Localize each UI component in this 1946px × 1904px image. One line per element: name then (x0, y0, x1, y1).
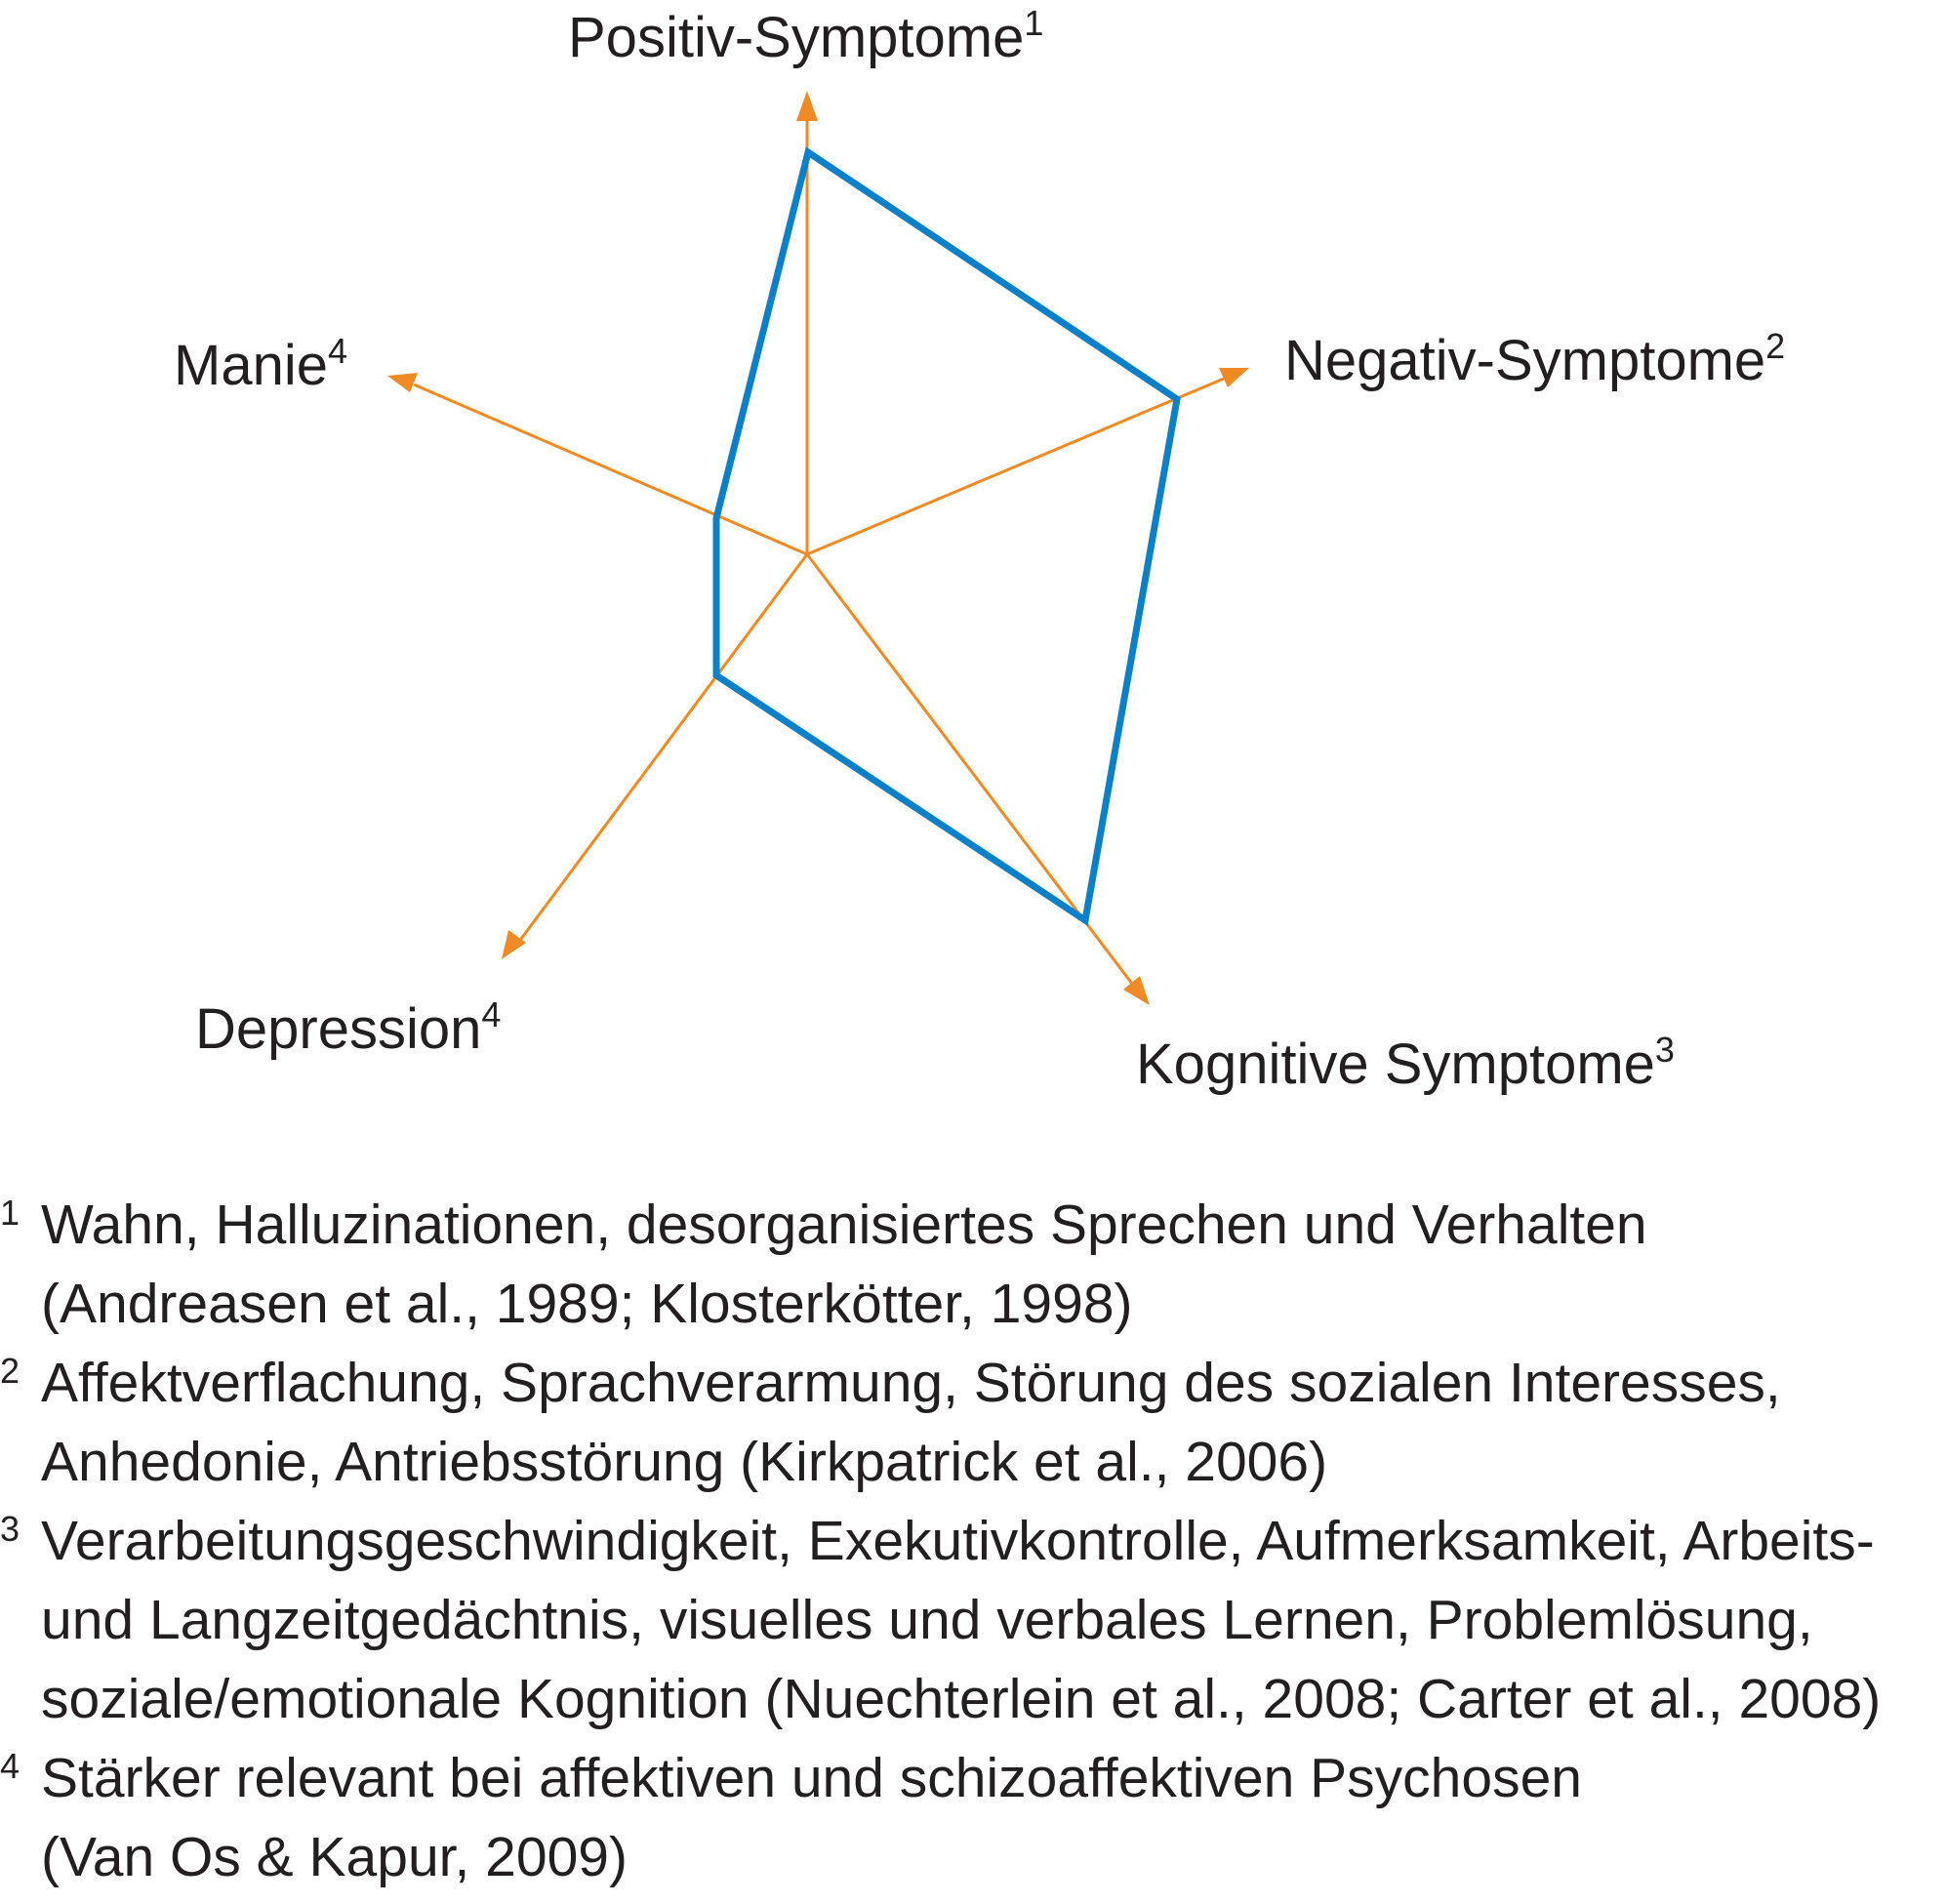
label-cognitive-sup: 3 (1654, 1030, 1675, 1070)
arrowhead-cognitive (1123, 976, 1150, 1005)
label-cognitive-text: Kognitive Symptome (1136, 1033, 1655, 1096)
label-mania-sup: 4 (327, 331, 348, 371)
label-depression-sup: 4 (481, 994, 502, 1034)
label-mania-text: Manie (174, 334, 328, 397)
label-mania (174, 331, 347, 397)
footnotes (0, 1186, 1946, 1897)
arrowhead-depression (502, 930, 526, 959)
label-negative-sup: 2 (1765, 326, 1786, 366)
label-depression (195, 994, 501, 1061)
footnote-4 (0, 1739, 1946, 1897)
label-positive-text: Positiv-Symptome (568, 6, 1025, 69)
axes (387, 91, 1249, 1005)
footnote-line: Anhedonie, Antriebsstörung (Kirkpatrick et al., 2006) (41, 1431, 1328, 1493)
footnote-line: und Langzeitgedächtnis, visuelles und verbales Lernen, Problemlösung, (41, 1589, 1813, 1651)
arrowhead-positive (796, 91, 818, 121)
footnote-number: 3 (0, 1509, 20, 1549)
footnote-number: 2 (0, 1351, 20, 1391)
axis-negative (807, 379, 1224, 554)
arrowhead-negative (1219, 368, 1249, 387)
footnote-3 (0, 1502, 1946, 1739)
footnote-line: (Van Os & Kapur, 2009) (41, 1826, 628, 1888)
footnote-line: Affektverflachung, Sprachverarmung, Störung des sozialen Interesses, (41, 1352, 1781, 1414)
footnote-1 (0, 1186, 1946, 1344)
label-negative-text: Negativ-Symptome (1284, 329, 1766, 392)
label-positive-sup: 1 (1024, 3, 1044, 43)
footnote-2 (0, 1344, 1946, 1502)
footnote-number: 1 (0, 1193, 20, 1233)
footnote-line: soziale/emotionale Kognition (Nuechterlein et al., 2008; Carter et al., 2008) (41, 1668, 1882, 1730)
footnote-number: 4 (0, 1746, 20, 1786)
footnote-line: Wahn, Halluzinationen, desorganisiertes Sprechen und Verhalten (41, 1194, 1647, 1256)
label-positive-symptoms (568, 3, 1043, 69)
footnote-line: (Andreasen et al., 1989; Klosterkötter, 1998) (41, 1273, 1133, 1335)
footnote-line: Verarbeitungsgeschwindigkeit, Exekutivkontrolle, Aufmerksamkeit, Arbeits- (41, 1510, 1875, 1572)
axis-mania (414, 385, 807, 554)
label-depression-text: Depression (195, 997, 482, 1061)
label-negative-symptoms (1284, 326, 1785, 392)
arrowhead-mania (387, 373, 418, 392)
footnote-line: Stärker relevant bei affektiven und schizoaffektiven Psychosen (41, 1747, 1582, 1809)
symptom-profile-polygon (716, 152, 1177, 920)
axis-depression (518, 554, 807, 943)
label-cognitive-symptoms (1136, 1030, 1675, 1096)
